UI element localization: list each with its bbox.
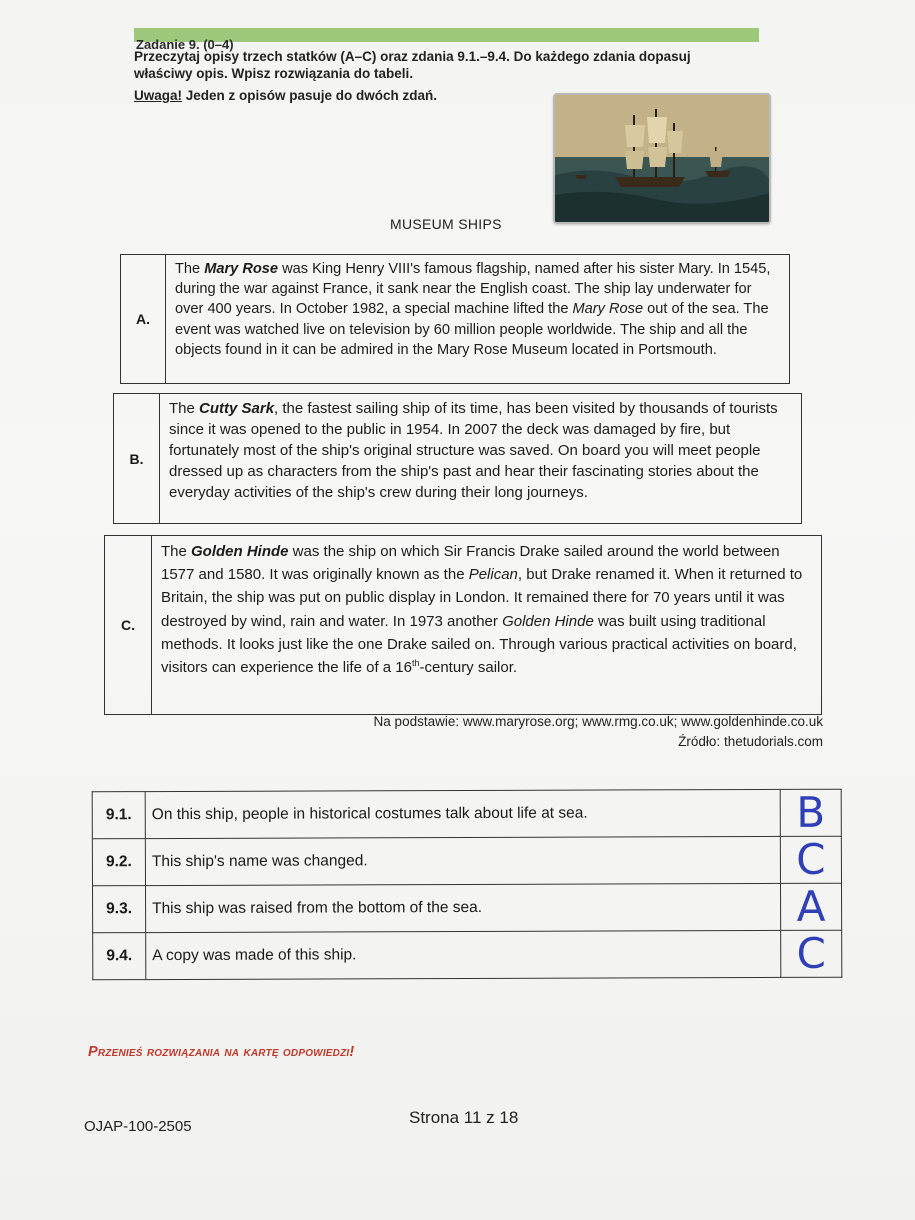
description-box-a — [120, 254, 790, 384]
task-note — [134, 88, 437, 103]
section-title: MUSEUM SHIPS — [390, 216, 502, 232]
description-text: The Golden Hinde was the ship on which Sir Francis Drake sailed around the world between 1577 and 1580. It was originally known as the Pelican, but Drake renamed it. When it returned to Britain, the ship was put on public display in London. It remained there for 70 years until it was destroyed by wind, rain and water. In 1973 another Golden Hinde was built using traditional methods. It looks just like the one Drake sailed on. Through various practical activities on board, visitors can experience the life of a 16th-century sailor. — [161, 543, 803, 677]
task-title: Zadanie 9. (0–4) — [136, 37, 234, 52]
ship-name: Mary Rose — [204, 261, 279, 277]
description-text: The Cutty Sark, the fastest sailing ship of its time, has been visited by thousands of tourists since it was opened to the public in 1954. In 2007 the deck was damaged by fire, but fortunately most of the ship's original structure was saved. On board you will meet people dressed up as characters from the ship's past and hear their fascinating stories about the everyday activities of the ship's crew during their long journeys. — [169, 400, 778, 501]
description-letter: B. — [114, 394, 160, 523]
answer-cell[interactable]: C — [780, 836, 841, 883]
statement-text: This ship's name was changed. — [145, 836, 780, 885]
answer-cell[interactable]: B — [780, 789, 841, 836]
description-box-c — [104, 535, 822, 715]
exam-code: OJAP-100-2505 — [84, 1118, 192, 1135]
page-number: Strona 11 z 18 — [409, 1108, 519, 1127]
note-label: Uwaga! — [134, 88, 183, 103]
ship-name: Cutty Sark — [199, 400, 275, 417]
source-line-2: Źródło: thetudorials.com — [678, 734, 823, 749]
statement-text: A copy was made of this ship. — [146, 930, 781, 979]
description-box-b — [113, 393, 802, 524]
statement-number: 9.4. — [93, 933, 146, 980]
table-row — [92, 789, 841, 839]
source-line-1: Na podstawie: www.maryrose.org; www.rmg.co.uk; www.goldenhinde.co.uk — [373, 714, 823, 729]
answer-table — [92, 789, 843, 981]
description-letter: C. — [105, 536, 152, 714]
transfer-answers-note: Przenieś rozwiązania na kartę odpowiedzi! — [88, 1044, 355, 1060]
answer-cell[interactable]: C — [781, 930, 842, 977]
table-row — [93, 930, 842, 980]
statement-text: On this ship, people in historical costumes talk about life at sea. — [145, 789, 780, 838]
answer-cell[interactable]: A — [780, 883, 841, 930]
task-instruction: Przeczytaj opisy trzech statków (A–C) oraz zdania 9.1.–9.4. Do każdego zdania dopasuj właściwy opis. Wpisz rozwiązania do tabeli. — [134, 49, 691, 81]
table-row — [92, 836, 841, 886]
description-text: The Mary Rose was King Henry VIII's famous flagship, named after his sister Mary. In 1545, during the war against France, it sank near the English coast. The ship lay underwater for over 400 years. In October 1982, a special machine lifted the Mary Rose out of the sea. The event was watched live on television by 60 million people worldwide. The ship and all the objects found in it can be admired in the Mary Rose Museum located in Portsmouth. — [175, 261, 771, 358]
statement-number: 9.1. — [92, 792, 145, 839]
statement-text: This ship was raised from the bottom of the sea. — [146, 883, 781, 932]
table-row — [93, 883, 842, 933]
source-credits — [345, 712, 823, 752]
ship-name: Golden Hinde — [191, 543, 289, 560]
ship-painting-image — [553, 93, 771, 224]
statement-number: 9.3. — [93, 886, 146, 933]
statement-number: 9.2. — [92, 839, 145, 886]
description-letter: A. — [121, 255, 166, 383]
note-text: Jeden z opisów pasuje do dwóch zdań. — [182, 88, 438, 103]
